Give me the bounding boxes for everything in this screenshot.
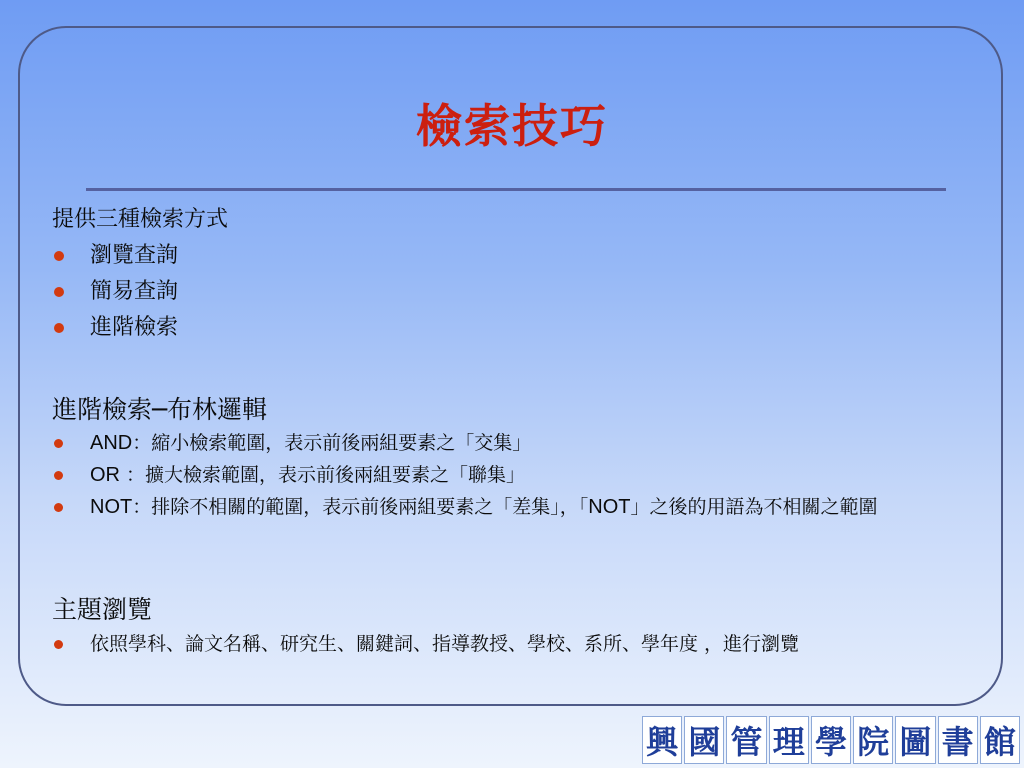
logo-char: 圖 bbox=[895, 716, 935, 764]
term-separator: ： bbox=[132, 432, 152, 454]
list-item bbox=[52, 430, 982, 456]
logo-char: 國 bbox=[684, 716, 724, 764]
list-item-text: 瀏覽查詢 bbox=[90, 243, 179, 268]
boolean-term: OR bbox=[90, 464, 120, 486]
bullet-icon bbox=[54, 471, 63, 480]
bullet-icon bbox=[54, 640, 63, 649]
logo-char: 興 bbox=[642, 716, 682, 764]
bullet-icon bbox=[54, 287, 64, 297]
bullet-icon bbox=[54, 323, 64, 333]
section-heading-subject-browse: 主題瀏覽 bbox=[52, 595, 153, 624]
list-item bbox=[52, 240, 178, 276]
logo-char: 院 bbox=[853, 716, 893, 764]
term-separator: ： bbox=[132, 496, 152, 518]
list-item bbox=[52, 312, 178, 348]
logo-char: 理 bbox=[769, 716, 809, 764]
list-item bbox=[52, 494, 982, 520]
list-item-text: 簡易查詢 bbox=[90, 279, 179, 304]
bullet-icon bbox=[54, 251, 64, 261]
subject-browse-list bbox=[52, 631, 982, 657]
bullet-icon bbox=[54, 439, 63, 448]
boolean-term: NOT bbox=[588, 496, 631, 518]
list-item-text: 縮小檢索範圍，表示前後兩組要素之「交集」 bbox=[151, 432, 532, 454]
list-item bbox=[52, 462, 982, 488]
library-logo bbox=[642, 716, 1020, 764]
logo-char: 學 bbox=[811, 716, 851, 764]
list-item-text: 擴大檢索範圍，表示前後兩組要素之「聯集」 bbox=[145, 464, 526, 486]
list-item-text: 排除不相關的範圍，表示前後兩組要素之「差集」，「 bbox=[151, 496, 589, 518]
term-separator: ： bbox=[120, 464, 146, 486]
search-methods-list bbox=[52, 240, 178, 348]
logo-char: 書 bbox=[938, 716, 978, 764]
boolean-term: NOT bbox=[90, 496, 133, 518]
logo-char: 管 bbox=[726, 716, 766, 764]
logo-char: 館 bbox=[980, 716, 1020, 764]
list-item-text: 進階檢索 bbox=[90, 315, 179, 340]
list-item bbox=[52, 276, 178, 312]
list-item-text: 依照學科、論文名稱、研究生、關鍵詞、指導教授、學校、系所、學年度 ，進行瀏覽 bbox=[90, 633, 800, 655]
section-heading-search-methods: 提供三種檢索方式 bbox=[52, 207, 229, 232]
list-item-text: 」之後的用語為不相關之範圍 bbox=[630, 496, 878, 518]
boolean-term: AND bbox=[90, 432, 133, 454]
slide-title: 檢索技巧 bbox=[416, 99, 608, 153]
boolean-list bbox=[52, 430, 982, 526]
section-heading-boolean: 進階檢索─布林邏輯 bbox=[52, 395, 268, 424]
bullet-icon bbox=[54, 503, 63, 512]
title-divider bbox=[86, 188, 946, 191]
list-item bbox=[52, 631, 982, 657]
